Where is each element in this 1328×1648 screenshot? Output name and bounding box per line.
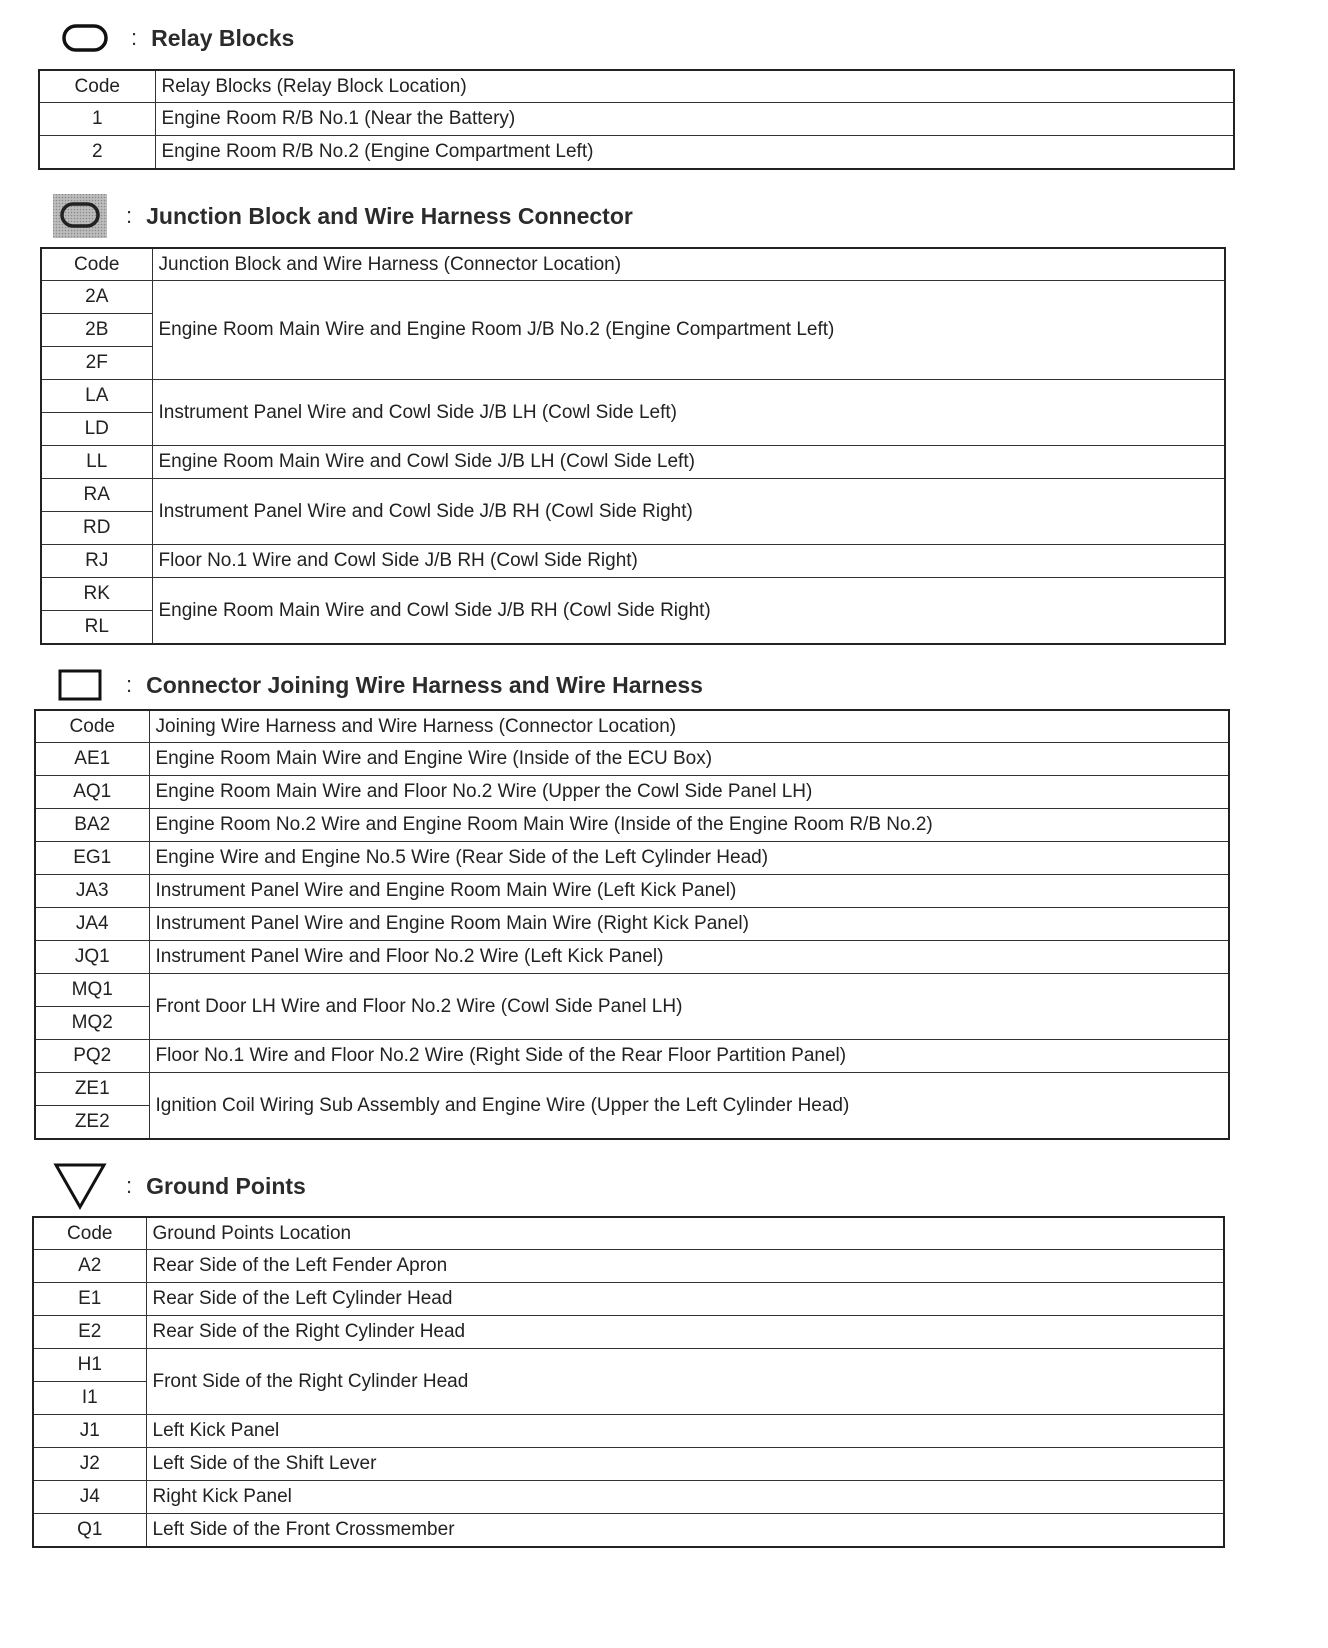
code-cell: 1 bbox=[39, 103, 155, 136]
connector-heading bbox=[50, 665, 703, 705]
code-cell: ZE1 bbox=[35, 1073, 149, 1106]
location-header: Joining Wire Harness and Wire Harness (Connector Location) bbox=[149, 710, 1229, 743]
code-cell: J2 bbox=[33, 1448, 146, 1481]
location-cell: Left Side of the Front Crossmember bbox=[146, 1514, 1224, 1548]
code-cell: 2B bbox=[41, 314, 152, 347]
location-cell: Floor No.1 Wire and Cowl Side J/B RH (Cowl Side Right) bbox=[152, 545, 1225, 578]
rectangle-outline-icon bbox=[50, 665, 110, 705]
code-cell: MQ1 bbox=[35, 974, 149, 1007]
location-cell: Front Door LH Wire and Floor No.2 Wire (Cowl Side Panel LH) bbox=[149, 974, 1229, 1040]
code-header: Code bbox=[33, 1217, 146, 1250]
location-cell: Right Kick Panel bbox=[146, 1481, 1224, 1514]
section-title: Connector Joining Wire Harness and Wire Harness bbox=[146, 671, 703, 698]
table-row bbox=[41, 446, 1225, 479]
location-cell: Front Side of the Right Cylinder Head bbox=[146, 1349, 1224, 1415]
location-cell: Left Side of the Shift Lever bbox=[146, 1448, 1224, 1481]
ground-points-heading bbox=[50, 1166, 306, 1206]
table-row bbox=[41, 545, 1225, 578]
section-title: Ground Points bbox=[146, 1172, 306, 1199]
rounded-rectangle-outline-icon bbox=[55, 18, 115, 58]
table-row bbox=[41, 281, 1225, 314]
code-cell: RJ bbox=[41, 545, 152, 578]
code-cell: RK bbox=[41, 578, 152, 611]
section-title: Relay Blocks bbox=[151, 24, 295, 51]
heading-colon: : bbox=[126, 672, 133, 697]
table-row bbox=[33, 1283, 1224, 1316]
ground-points-table bbox=[32, 1216, 1225, 1548]
code-cell: MQ2 bbox=[35, 1007, 149, 1040]
code-cell: LD bbox=[41, 413, 152, 446]
code-header: Code bbox=[35, 710, 149, 743]
table-row bbox=[39, 103, 1234, 136]
heading-colon: : bbox=[131, 25, 138, 50]
location-cell: Instrument Panel Wire and Floor No.2 Wire (Left Kick Panel) bbox=[149, 941, 1229, 974]
code-cell: A2 bbox=[33, 1250, 146, 1283]
table-row bbox=[33, 1349, 1224, 1382]
location-cell: Engine Room R/B No.2 (Engine Compartment Left) bbox=[155, 136, 1234, 170]
table-row bbox=[35, 776, 1229, 809]
table-row bbox=[33, 1514, 1224, 1548]
table-row bbox=[35, 974, 1229, 1007]
table-header-row bbox=[39, 70, 1234, 103]
location-header: Relay Blocks (Relay Block Location) bbox=[155, 70, 1234, 103]
code-header: Code bbox=[39, 70, 155, 103]
location-cell: Engine Room Main Wire and Engine Room J/B No.2 (Engine Compartment Left) bbox=[152, 281, 1225, 380]
table-row bbox=[33, 1250, 1224, 1283]
table-row bbox=[33, 1415, 1224, 1448]
table-row bbox=[33, 1481, 1224, 1514]
location-cell: Ignition Coil Wiring Sub Assembly and Engine Wire (Upper the Left Cylinder Head) bbox=[149, 1073, 1229, 1140]
location-cell: Instrument Panel Wire and Engine Room Main Wire (Left Kick Panel) bbox=[149, 875, 1229, 908]
code-cell: JQ1 bbox=[35, 941, 149, 974]
table-header-row bbox=[41, 248, 1225, 281]
code-cell: RD bbox=[41, 512, 152, 545]
table-row bbox=[41, 479, 1225, 512]
code-header: Code bbox=[41, 248, 152, 281]
table-row bbox=[35, 941, 1229, 974]
location-cell: Rear Side of the Right Cylinder Head bbox=[146, 1316, 1224, 1349]
location-cell: Engine Wire and Engine No.5 Wire (Rear Side of the Left Cylinder Head) bbox=[149, 842, 1229, 875]
code-cell: I1 bbox=[33, 1382, 146, 1415]
table-row bbox=[35, 1040, 1229, 1073]
table-row bbox=[33, 1448, 1224, 1481]
relay-blocks-heading bbox=[55, 18, 294, 58]
relay-blocks-table bbox=[38, 69, 1235, 170]
table-row bbox=[35, 842, 1229, 875]
heading-colon: : bbox=[126, 203, 133, 228]
location-cell: Rear Side of the Left Fender Apron bbox=[146, 1250, 1224, 1283]
code-cell: EG1 bbox=[35, 842, 149, 875]
code-cell: E1 bbox=[33, 1283, 146, 1316]
location-cell: Engine Room Main Wire and Floor No.2 Wire (Upper the Cowl Side Panel LH) bbox=[149, 776, 1229, 809]
location-cell: Engine Room R/B No.1 (Near the Battery) bbox=[155, 103, 1234, 136]
code-cell: LA bbox=[41, 380, 152, 413]
table-header-row bbox=[35, 710, 1229, 743]
junction-block-heading bbox=[50, 196, 633, 236]
location-cell: Engine Room Main Wire and Cowl Side J/B LH (Cowl Side Left) bbox=[152, 446, 1225, 479]
table-row bbox=[41, 578, 1225, 611]
location-cell: Instrument Panel Wire and Cowl Side J/B RH (Cowl Side Right) bbox=[152, 479, 1225, 545]
code-cell: Q1 bbox=[33, 1514, 146, 1548]
code-cell: BA2 bbox=[35, 809, 149, 842]
section-title: Junction Block and Wire Harness Connector bbox=[146, 202, 633, 229]
code-cell: H1 bbox=[33, 1349, 146, 1382]
code-cell: AE1 bbox=[35, 743, 149, 776]
code-cell: RL bbox=[41, 611, 152, 645]
location-cell: Rear Side of the Left Cylinder Head bbox=[146, 1283, 1224, 1316]
location-cell: Instrument Panel Wire and Engine Room Main Wire (Right Kick Panel) bbox=[149, 908, 1229, 941]
code-cell: RA bbox=[41, 479, 152, 512]
location-cell: Engine Room Main Wire and Cowl Side J/B RH (Cowl Side Right) bbox=[152, 578, 1225, 645]
location-cell: Engine Room No.2 Wire and Engine Room Main Wire (Inside of the Engine Room R/B No.2) bbox=[149, 809, 1229, 842]
location-cell: Floor No.1 Wire and Floor No.2 Wire (Right Side of the Rear Floor Partition Panel) bbox=[149, 1040, 1229, 1073]
junction-block-table bbox=[40, 247, 1226, 645]
shaded-rounded-rectangle-icon bbox=[50, 196, 110, 236]
location-header: Ground Points Location bbox=[146, 1217, 1224, 1250]
code-cell: J1 bbox=[33, 1415, 146, 1448]
triangle-down-icon bbox=[50, 1166, 110, 1206]
table-row bbox=[41, 380, 1225, 413]
table-header-row bbox=[33, 1217, 1224, 1250]
code-cell: ZE2 bbox=[35, 1106, 149, 1140]
location-cell: Left Kick Panel bbox=[146, 1415, 1224, 1448]
code-cell: 2F bbox=[41, 347, 152, 380]
code-cell: E2 bbox=[33, 1316, 146, 1349]
table-row bbox=[35, 809, 1229, 842]
code-cell: LL bbox=[41, 446, 152, 479]
location-cell: Instrument Panel Wire and Cowl Side J/B LH (Cowl Side Left) bbox=[152, 380, 1225, 446]
code-cell: AQ1 bbox=[35, 776, 149, 809]
table-row bbox=[35, 743, 1229, 776]
code-cell: J4 bbox=[33, 1481, 146, 1514]
table-row bbox=[35, 1073, 1229, 1106]
table-row bbox=[33, 1316, 1224, 1349]
heading-colon: : bbox=[126, 1173, 133, 1198]
code-cell: JA3 bbox=[35, 875, 149, 908]
connector-table bbox=[34, 709, 1230, 1140]
location-cell: Engine Room Main Wire and Engine Wire (Inside of the ECU Box) bbox=[149, 743, 1229, 776]
table-row bbox=[39, 136, 1234, 170]
code-cell: 2 bbox=[39, 136, 155, 170]
table-row bbox=[35, 908, 1229, 941]
location-header: Junction Block and Wire Harness (Connector Location) bbox=[152, 248, 1225, 281]
code-cell: JA4 bbox=[35, 908, 149, 941]
table-row bbox=[35, 875, 1229, 908]
code-cell: PQ2 bbox=[35, 1040, 149, 1073]
code-cell: 2A bbox=[41, 281, 152, 314]
